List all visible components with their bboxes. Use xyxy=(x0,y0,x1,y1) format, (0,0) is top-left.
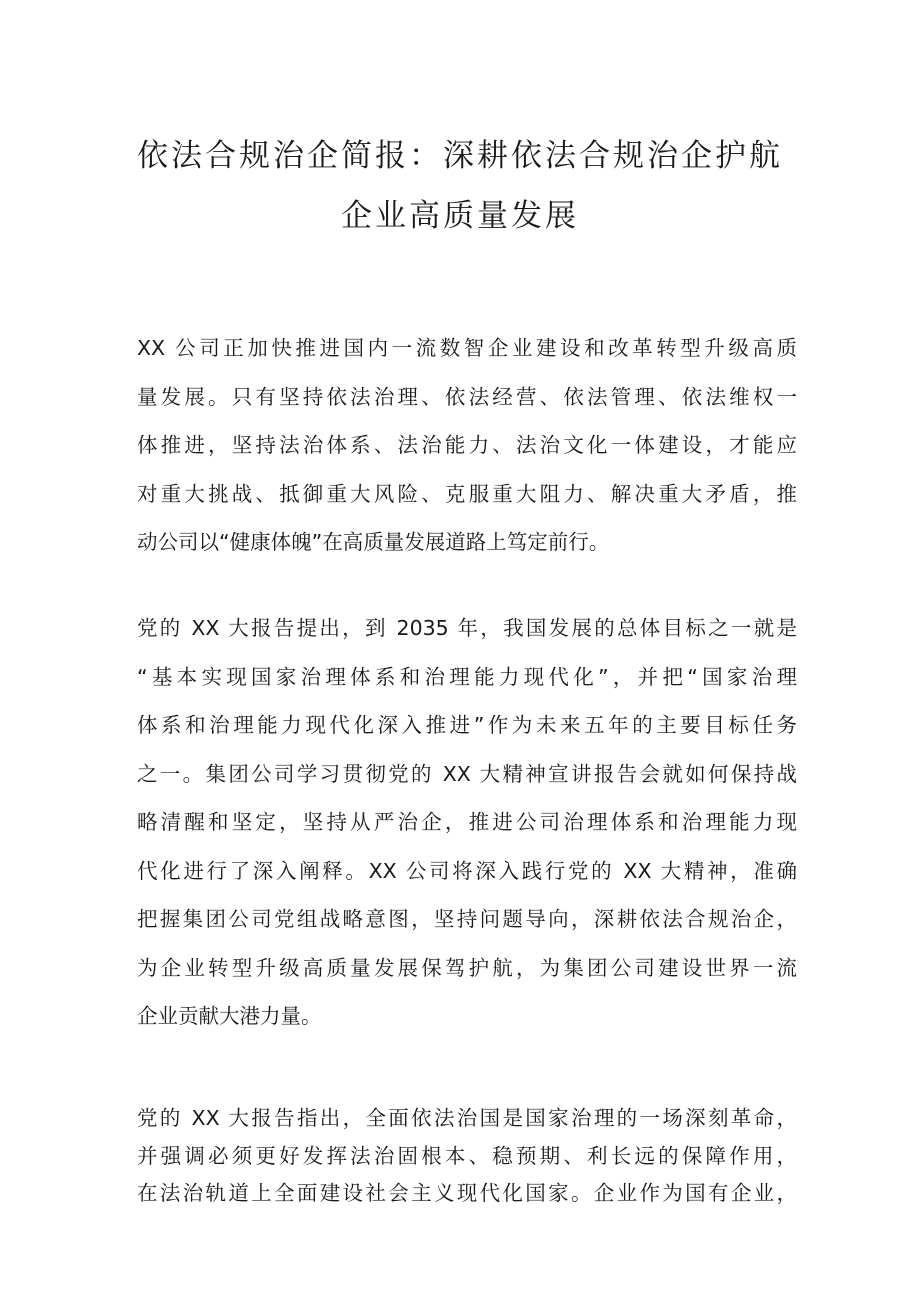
paragraph-3-line-3: 在法治轨道上全面建设社会主义现代化国家。企业作为国有企业， xyxy=(137,1181,797,1205)
paragraph-3-line-2: 并强调必须更好发挥法治固根本、稳预期、利长远的保障作用， xyxy=(137,1143,797,1168)
paragraph-1-line-3: 体推进，坚持法治体系、法治能力、法治文化一体建设，才能应 xyxy=(137,433,797,457)
paragraph-3 xyxy=(137,1100,797,1213)
paragraph-2-line-1: 党的 XX 大报告提出，到 2035 年，我国发展的总体目标之一就是 xyxy=(137,616,797,640)
paragraph-2-line-7: 把握集团公司党组战略意图，坚持问题导向，深耕依法合规治企， xyxy=(137,907,797,931)
document-title-line-1: 依法合规治企简报：深耕依法合规治企护航 xyxy=(137,138,783,174)
paragraph-1-line-5: 动公司以“健康体魄”在高质量发展道路上笃定前行。 xyxy=(137,530,610,554)
document-title-line-2: 企业高质量发展 xyxy=(341,198,579,234)
paragraph-2-line-3: 体系和治理能力现代化深入推进”作为未来五年的主要目标任务 xyxy=(137,713,797,737)
paragraph-2-line-4: 之一。集团公司学习贯彻党的 XX 大精神宣讲报告会就如何保持战 xyxy=(137,761,797,786)
paragraph-1-line-1: XX 公司正加快推进国内一流数智企业建设和改革转型升级高质 xyxy=(137,336,797,360)
paragraph-3-line-1: 党的 XX 大报告指出，全面依法治国是国家治理的一场深刻革命， xyxy=(137,1106,797,1130)
paragraph-2-line-9: 企业贡献大港力量。 xyxy=(137,1004,322,1028)
paragraph-2 xyxy=(137,604,797,1041)
paragraph-2-line-5: 略清醒和坚定，坚持从严治企，推进公司治理体系和治理能力现 xyxy=(137,810,797,834)
paragraph-2-line-6: 代化进行了深入阐释。XX 公司将深入践行党的 XX 大精神，准确 xyxy=(137,858,797,883)
paragraph-2-line-8: 为企业转型升级高质量发展保驾护航，为集团公司建设世界一流 xyxy=(137,955,797,980)
paragraph-1-line-2: 量发展。只有坚持依法治理、依法经营、依法管理、依法维权一 xyxy=(137,384,797,409)
paragraph-1-line-4: 对重大挑战、抵御重大风险、克服重大阻力、解决重大矛盾，推 xyxy=(137,481,797,506)
paragraph-1 xyxy=(137,324,797,567)
paragraph-2-line-2: “基本实现国家治理体系和治理能力现代化”，并把“国家治理 xyxy=(137,664,797,689)
